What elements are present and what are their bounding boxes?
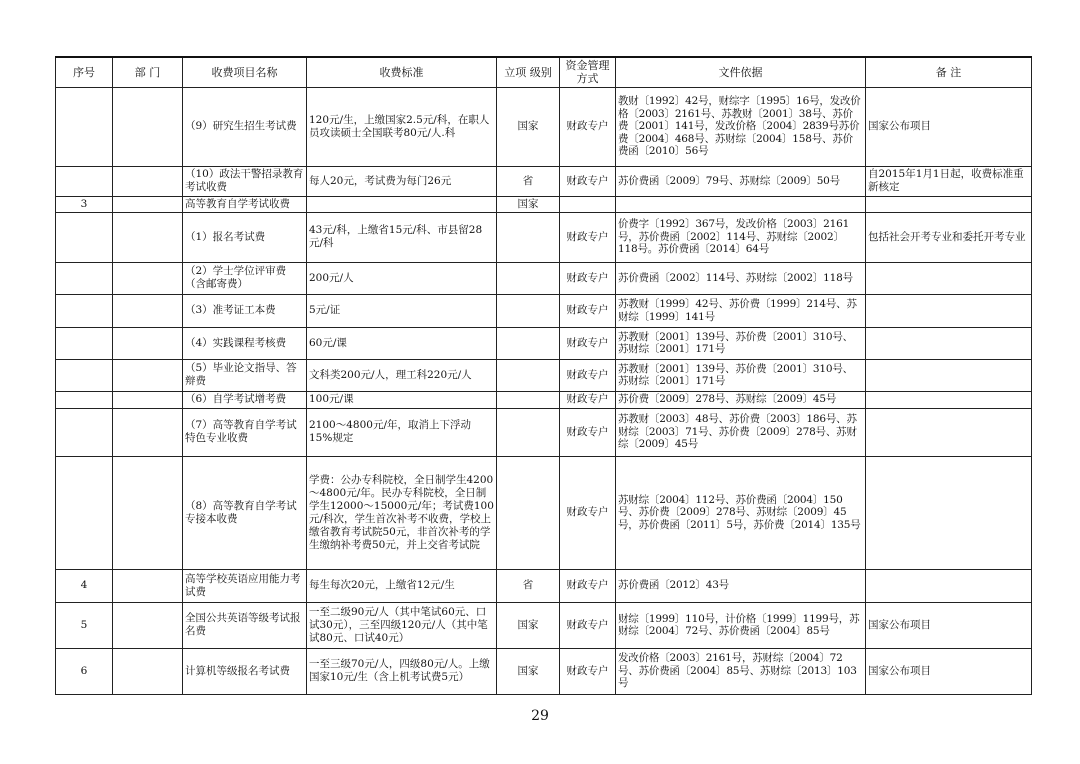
cell-name: （6）自学考试增考费 (183, 391, 307, 408)
cell-level (497, 294, 560, 327)
fee-table-page (55, 56, 1031, 695)
header-basis: 文件依据 (616, 57, 866, 87)
header-note: 备 注 (866, 57, 1032, 87)
cell-seq (56, 87, 113, 166)
cell-level (497, 391, 560, 408)
cell-seq (56, 262, 113, 294)
header-level: 立项 级别 (497, 57, 560, 87)
cell-seq (56, 212, 113, 262)
table-row (56, 569, 1032, 602)
cell-dept (113, 196, 183, 212)
cell-standard: 120元/生，上缴国家2.5元/科，在职人员攻读硕士全国联考80元/人.科 (307, 87, 497, 166)
cell-name: 高等教育自学考试收费 (183, 196, 307, 212)
cell-seq (56, 327, 113, 359)
cell-seq (56, 408, 113, 456)
cell-basis: 财综〔1999〕110号，计价格〔1999〕1199号，苏财综〔2004〕72号、苏价费函〔2004〕85号 (616, 602, 866, 648)
header-mgmt: 资金管理方式 (560, 57, 616, 87)
cell-note (866, 359, 1032, 391)
cell-dept (113, 262, 183, 294)
cell-basis: 苏教财〔2001〕139号、苏价费〔2001〕310号、苏财综〔2001〕171号 (616, 327, 866, 359)
table-row (56, 196, 1032, 212)
cell-standard: 43元/科，上缴省15元/科、市县留28元/科 (307, 212, 497, 262)
table-row (56, 166, 1032, 196)
header-seq: 序号 (56, 57, 113, 87)
cell-note: 国家公布项目 (866, 87, 1032, 166)
cell-dept (113, 408, 183, 456)
table-row (56, 602, 1032, 648)
table-row (56, 294, 1032, 327)
cell-level: 国家 (497, 648, 560, 694)
fee-table (55, 56, 1032, 695)
cell-mgmt: 财政专户 (560, 166, 616, 196)
cell-standard: 文科类200元/人，理工科220元/人 (307, 359, 497, 391)
cell-basis: 苏价费函〔2012〕43号 (616, 569, 866, 602)
cell-seq: 4 (56, 569, 113, 602)
cell-level: 省 (497, 166, 560, 196)
cell-note: 包括社会开考专业和委托开考专业 (866, 212, 1032, 262)
table-row (56, 648, 1032, 694)
table-row (56, 408, 1032, 456)
cell-seq (56, 294, 113, 327)
cell-note: 国家公布项目 (866, 602, 1032, 648)
cell-standard: 一至二级90元/人（其中笔试60元、口试30元），三至四级120元/人（其中笔试80元、口试40元） (307, 602, 497, 648)
cell-level: 国家 (497, 87, 560, 166)
cell-mgmt: 财政专户 (560, 359, 616, 391)
header-dept: 部 门 (113, 57, 183, 87)
cell-name: （3）准考证工本费 (183, 294, 307, 327)
cell-mgmt: 财政专户 (560, 294, 616, 327)
cell-dept (113, 212, 183, 262)
cell-standard: 每人20元，考试费为每门26元 (307, 166, 497, 196)
table-row (56, 87, 1032, 166)
cell-note (866, 569, 1032, 602)
cell-seq: 3 (56, 196, 113, 212)
header-standard: 收费标准 (307, 57, 497, 87)
cell-name: （9）研究生招生考试费 (183, 87, 307, 166)
cell-standard: 一至三级70元/人，四级80元/人。上缴国家10元/生（含上机考试费5元） (307, 648, 497, 694)
cell-dept (113, 456, 183, 569)
cell-basis: 苏价费函〔2002〕114号、苏财综〔2002〕118号 (616, 262, 866, 294)
cell-standard: 学费：公办专科院校，全日制学生4200～4800元/年。民办专科院校，全日制学生12000～15000元/年；考试费100元/科次，学生首次补考不收费，学校上缴省教育考试院50元，非首次补考的学生缴纳补考费50元，并上交省考试院 (307, 456, 497, 569)
page-number: 29 (531, 708, 549, 724)
cell-note (866, 408, 1032, 456)
cell-seq (56, 359, 113, 391)
cell-basis: 苏价费〔2009〕278号、苏财综〔2009〕45号 (616, 391, 866, 408)
cell-note: 自2015年1月1日起，收费标准重新核定 (866, 166, 1032, 196)
cell-standard: 5元/证 (307, 294, 497, 327)
cell-standard: 100元/课 (307, 391, 497, 408)
cell-basis: 苏教财〔2001〕139号、苏价费〔2001〕310号、苏财综〔2001〕171号 (616, 359, 866, 391)
cell-basis: 发改价格〔2003〕2161号，苏财综〔2004〕72号、苏价费函〔2004〕85号、苏财综〔2013〕103号 (616, 648, 866, 694)
cell-note (866, 196, 1032, 212)
cell-basis: 苏教财〔2003〕48号、苏价费〔2003〕186号、苏财综〔2003〕71号、苏价费〔2009〕278号、苏财综〔2009〕45号 (616, 408, 866, 456)
cell-mgmt: 财政专户 (560, 391, 616, 408)
cell-note (866, 327, 1032, 359)
header-item-name: 收费项目名称 (183, 57, 307, 87)
table-row (56, 212, 1032, 262)
cell-dept (113, 569, 183, 602)
cell-standard: 60元/课 (307, 327, 497, 359)
cell-dept (113, 391, 183, 408)
cell-dept (113, 294, 183, 327)
cell-level (497, 212, 560, 262)
cell-seq (56, 456, 113, 569)
cell-level (497, 359, 560, 391)
cell-basis: 教财〔1992〕42号，财综字〔1995〕16号，发改价格〔2003〕2161号、苏教财〔2001〕38号、苏价费〔2001〕141号，发改价格〔2004〕2839号苏价费〔2004〕468号、苏财综〔2004〕158号、苏价费函〔2010〕56号 (616, 87, 866, 166)
cell-mgmt: 财政专户 (560, 262, 616, 294)
cell-standard: 2100～4800元/年，取消上下浮动15%规定 (307, 408, 497, 456)
cell-standard: 200元/人 (307, 262, 497, 294)
cell-level (497, 262, 560, 294)
cell-name: 高等学校英语应用能力考试费 (183, 569, 307, 602)
cell-name: （2）学士学位评审费（含邮寄费） (183, 262, 307, 294)
cell-level (497, 327, 560, 359)
cell-mgmt (560, 196, 616, 212)
cell-note (866, 262, 1032, 294)
cell-dept (113, 87, 183, 166)
cell-dept (113, 648, 183, 694)
cell-level: 省 (497, 569, 560, 602)
cell-mgmt: 财政专户 (560, 648, 616, 694)
cell-level (497, 408, 560, 456)
cell-mgmt: 财政专户 (560, 408, 616, 456)
cell-mgmt: 财政专户 (560, 569, 616, 602)
cell-note (866, 456, 1032, 569)
cell-dept (113, 359, 183, 391)
cell-dept (113, 602, 183, 648)
cell-name: （1）报名考试费 (183, 212, 307, 262)
cell-mgmt: 财政专户 (560, 456, 616, 569)
cell-level: 国家 (497, 196, 560, 212)
cell-mgmt: 财政专户 (560, 87, 616, 166)
table-row (56, 456, 1032, 569)
cell-name: 全国公共英语等级考试报名费 (183, 602, 307, 648)
cell-name: （7）高等教育自学考试特色专业收费 (183, 408, 307, 456)
cell-name: 计算机等级报名考试费 (183, 648, 307, 694)
cell-dept (113, 327, 183, 359)
cell-seq (56, 166, 113, 196)
cell-mgmt: 财政专户 (560, 602, 616, 648)
cell-level (497, 456, 560, 569)
table-row (56, 262, 1032, 294)
cell-dept (113, 166, 183, 196)
cell-name: （10）政法干警招录教育考试收费 (183, 166, 307, 196)
table-row (56, 359, 1032, 391)
cell-standard (307, 196, 497, 212)
cell-name: （5）毕业论文指导、答辩费 (183, 359, 307, 391)
cell-basis: 价费字〔1992〕367号，发改价格〔2003〕2161号，苏价费函〔2002〕114号、苏财综〔2002〕118号。苏价费函〔2014〕64号 (616, 212, 866, 262)
cell-basis: 苏价费函〔2009〕79号、苏财综〔2009〕50号 (616, 166, 866, 196)
cell-note (866, 294, 1032, 327)
cell-basis (616, 196, 866, 212)
cell-name: （4）实践课程考核费 (183, 327, 307, 359)
cell-note (866, 391, 1032, 408)
cell-note: 国家公布项目 (866, 648, 1032, 694)
cell-seq: 5 (56, 602, 113, 648)
cell-basis: 苏教财〔1999〕42号、苏价费〔1999〕214号、苏财综〔1999〕141号 (616, 294, 866, 327)
cell-mgmt: 财政专户 (560, 212, 616, 262)
cell-seq (56, 391, 113, 408)
table-row (56, 391, 1032, 408)
cell-name: （8）高等教育自学考试专接本收费 (183, 456, 307, 569)
cell-level: 国家 (497, 602, 560, 648)
cell-basis: 苏财综〔2004〕112号、苏价费函〔2004〕150号、苏价费〔2009〕278号、苏财综〔2009〕45号，苏价费函〔2011〕5号，苏价费〔2014〕135号 (616, 456, 866, 569)
cell-seq: 6 (56, 648, 113, 694)
table-row (56, 327, 1032, 359)
cell-standard: 每生每次20元，上缴省12元/生 (307, 569, 497, 602)
table-header-row (56, 57, 1032, 87)
cell-mgmt: 财政专户 (560, 327, 616, 359)
